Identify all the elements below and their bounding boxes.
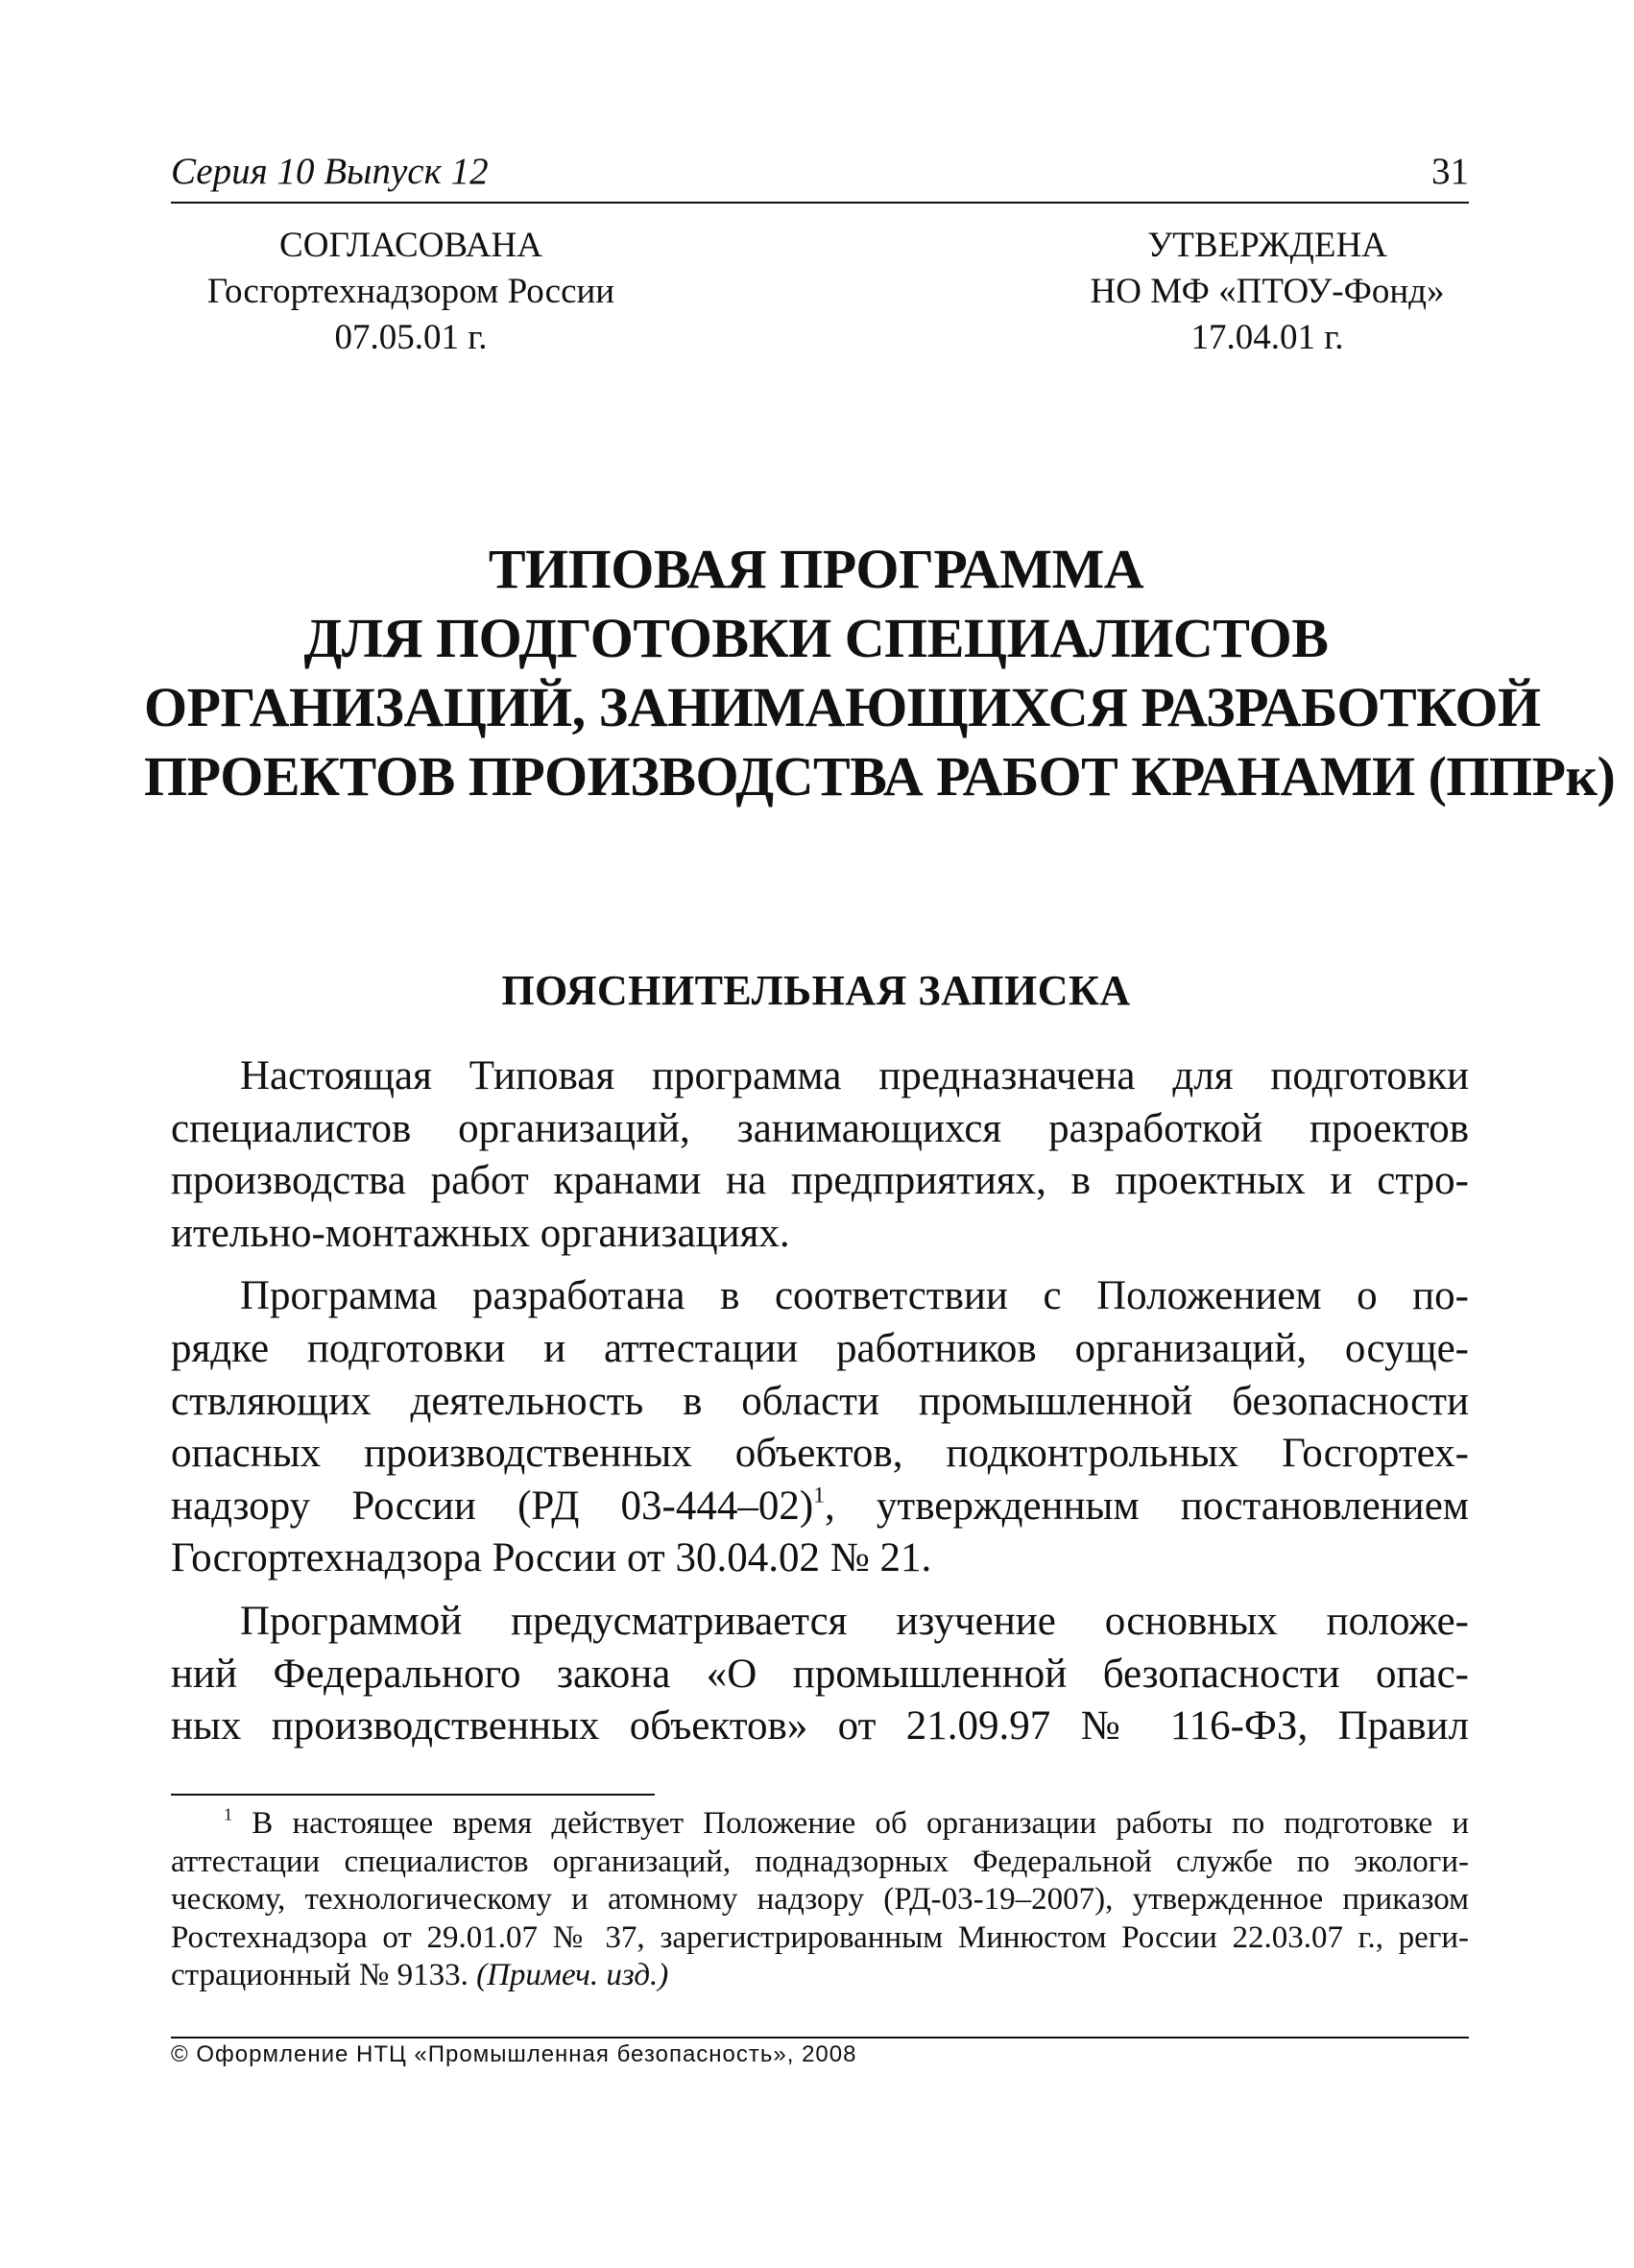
text-line: производства работ кранами на предприятиях, в проектных и стро- xyxy=(171,1158,1469,1204)
text-fragment: В настоящее время действует Положение об организации работы по подготовке и xyxy=(232,1806,1469,1841)
title-line: ОРГАНИЗАЦИЙ, ЗАНИМАЮЩИХСЯ РАЗРАБОТКОЙ xyxy=(144,676,1541,738)
running-header xyxy=(171,150,1469,205)
text-line: опасных производственных объектов, подконтрольных Госгортех- xyxy=(171,1431,1469,1477)
approval-agreed-date: 07.05.01 г. xyxy=(334,318,488,357)
footnote-rule xyxy=(171,1794,655,1796)
text-line: специалистов организаций, занимающихся разработкой проектов xyxy=(171,1105,1469,1151)
copyright-rule xyxy=(171,2037,1469,2039)
header-rule xyxy=(171,202,1469,204)
text-line: ний Федерального закона «О промышленной безопасности опас- xyxy=(171,1651,1469,1697)
footnote xyxy=(171,1805,1469,1995)
text-line: ствляющих деятельность в области промышленной безопасности xyxy=(171,1378,1469,1424)
footnote-reference: 1 xyxy=(813,1483,826,1508)
text-line xyxy=(171,1805,1469,1844)
text-line: Программой предусматривается изучение основных положе- xyxy=(240,1598,1469,1644)
series-issue-label: Серия 10 Выпуск 12 xyxy=(171,151,489,192)
text-line: рядке подготовки и аттестации работников организаций, осуще- xyxy=(171,1325,1469,1371)
body-text xyxy=(171,1050,1469,1764)
approval-agreed-authority: Госгортехнадзором России xyxy=(206,272,615,311)
text-line: Ростехнадзора от 29.01.07 № 37, зарегистрированным Минюстом России 22.03.07 г., реги- xyxy=(171,1919,1469,1955)
text-line: Настоящая Типовая программа предназначена для подготовки xyxy=(240,1053,1469,1098)
text-line: Программа разработана в соответствии с Положением о по- xyxy=(240,1273,1469,1319)
text-line: ных производственных объектов» от 21.09.97 № 116-ФЗ, Правил xyxy=(171,1703,1469,1749)
title-line: ТИПОВАЯ ПРОГРАММА xyxy=(488,538,1144,600)
text-line: ительно-монтажных организациях. xyxy=(171,1210,790,1256)
approval-agreed-heading: СОГЛАСОВАНА xyxy=(279,226,542,265)
title-line: ДЛЯ ПОДГОТОВКИ СПЕЦИАЛИСТОВ xyxy=(303,607,1329,669)
text-line xyxy=(171,1957,1469,1995)
text-fragment: страционный № 9133. xyxy=(171,1958,477,1992)
paragraph xyxy=(171,1270,1469,1585)
approval-agreed-block xyxy=(161,223,661,361)
editor-note: (Примеч. изд.) xyxy=(476,1958,669,1992)
text-line: ческому, технологическому и атомному надзору (РД-03-19–2007), утвержденное приказом xyxy=(171,1882,1469,1917)
approval-approved-authority: НО МФ «ПТОУ-Фонд» xyxy=(1090,272,1445,311)
copyright-line: © Оформление НТЦ «Промышленная безопасность», 2008 xyxy=(171,2041,857,2067)
text-fragment: , утвержденным постановлением xyxy=(825,1483,1469,1529)
paragraph xyxy=(171,1050,1469,1260)
approval-approved-heading: УТВЕРЖДЕНА xyxy=(1147,226,1387,265)
text-line-with-footnote-ref xyxy=(171,1481,1469,1533)
document-title xyxy=(144,535,1616,811)
paragraph xyxy=(171,1596,1469,1753)
text-line: аттестации специалистов организаций, поднадзорных Федеральной службе по экологи- xyxy=(171,1844,1469,1879)
section-heading: ПОЯСНИТЕЛЬНАЯ ЗАПИСКА xyxy=(501,967,1131,1014)
footnote-marker: 1 xyxy=(224,1804,233,1824)
approval-approved-date: 17.04.01 г. xyxy=(1190,318,1344,357)
text-line: Госгортехнадзора России от 30.04.02 № 21. xyxy=(171,1535,932,1581)
title-line: ПРОЕКТОВ ПРОИЗВОДСТВА РАБОТ КРАНАМИ (ППРк) xyxy=(144,745,1616,808)
approval-approved-block xyxy=(1018,223,1517,361)
page-number: 31 xyxy=(1431,151,1469,192)
text-fragment: надзору России (РД 03-444–02) xyxy=(171,1483,814,1529)
